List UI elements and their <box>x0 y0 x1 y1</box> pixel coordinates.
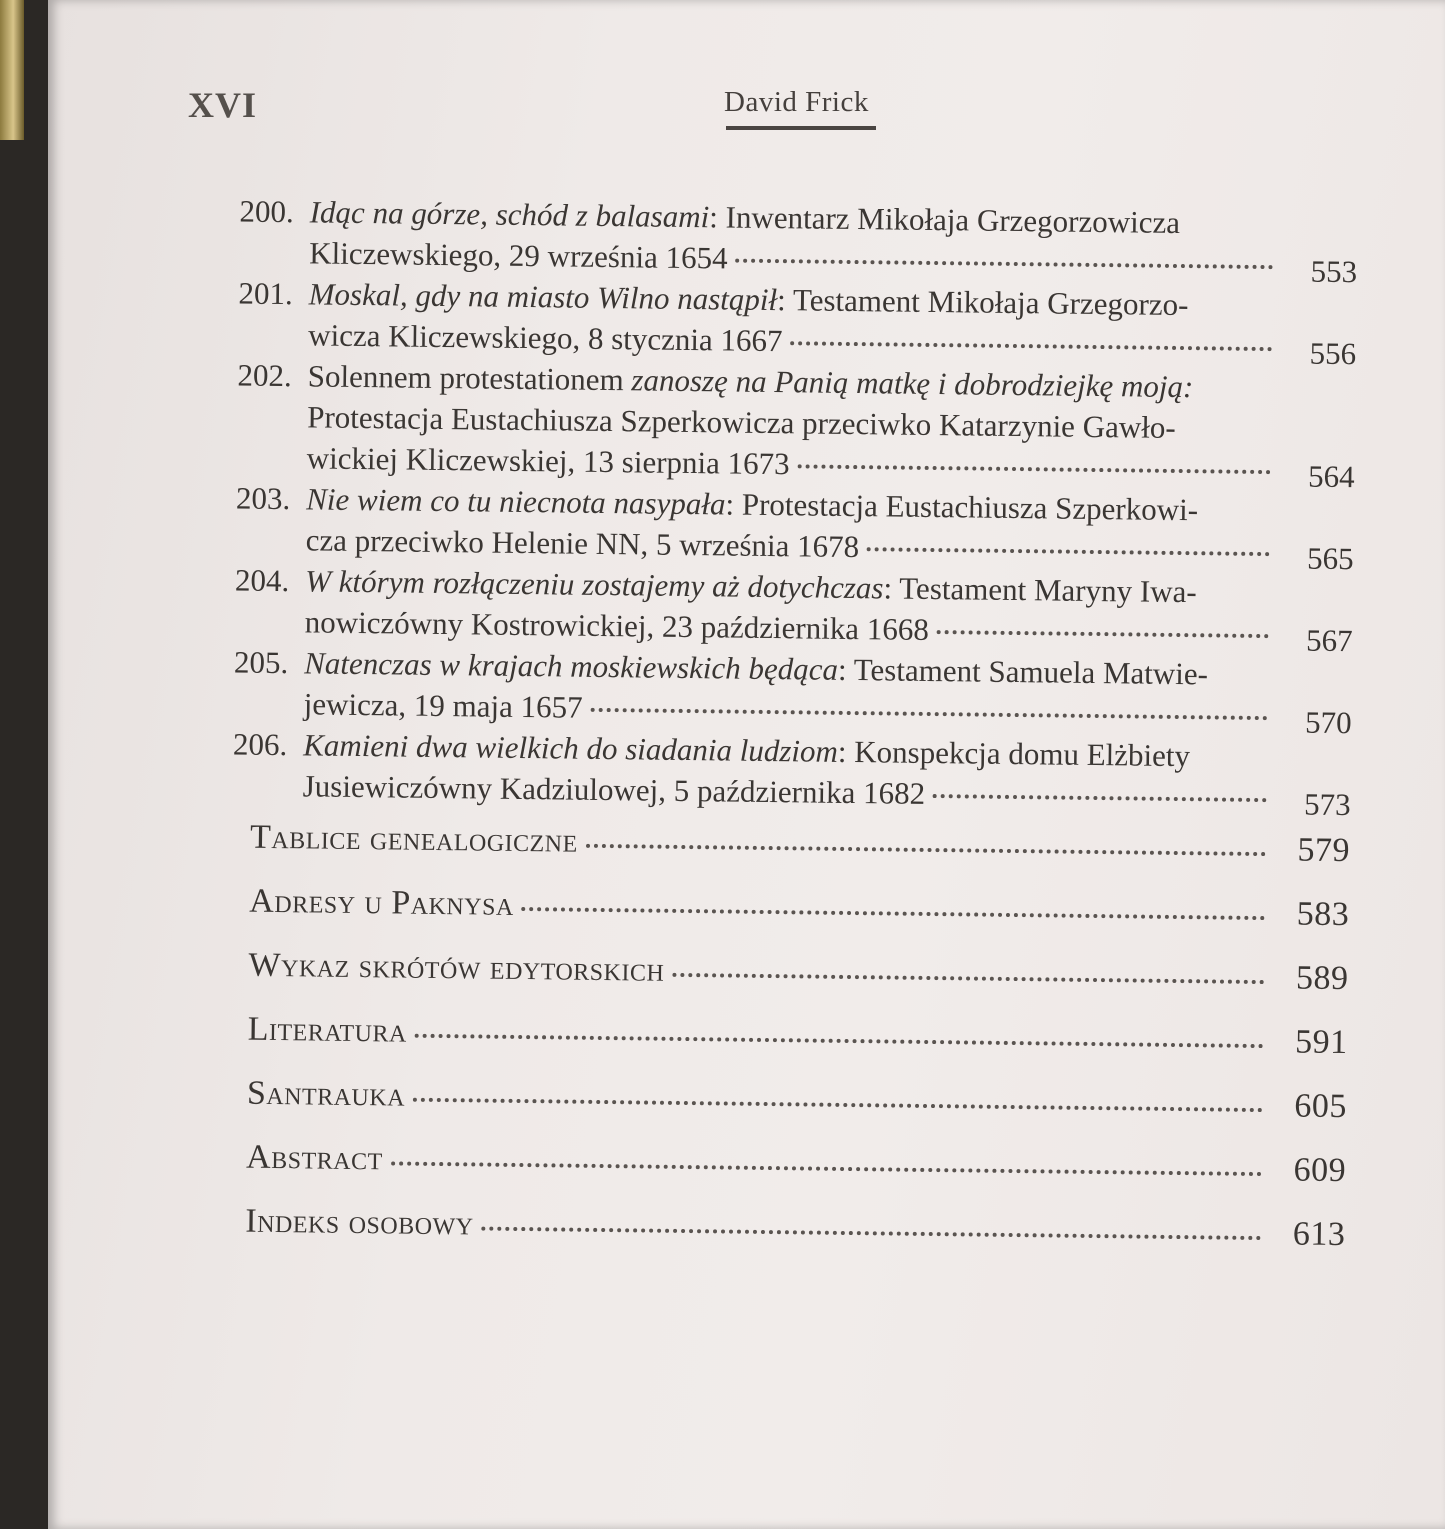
entry-description: nowiczówny Kostrowickiej, 23 października 1668 <box>304 604 930 647</box>
dot-leader <box>415 1034 1264 1048</box>
table-of-contents <box>185 190 1358 1267</box>
page-ref: 583 <box>1296 895 1350 934</box>
dot-leader <box>591 708 1268 720</box>
entry-description: Kliczewskiego, 29 września 1654 <box>309 235 728 276</box>
running-head-rule <box>726 126 876 130</box>
book-page <box>48 0 1445 1529</box>
entry-quote-title: Idąc na górze, schód z balasami <box>309 194 710 235</box>
page-ref: 567 <box>1305 622 1353 659</box>
entry-quote-title: Nie wiem co tu niecnota nasypała <box>306 481 726 522</box>
page-ref: 573 <box>1303 786 1351 823</box>
entry-quote-title: Natenczas w krajach moskiewskich będąca <box>304 645 839 687</box>
section-label: Wykaz skrótów edytorskich <box>248 946 665 989</box>
entry-description: : Testament Samuela Matwie- <box>837 651 1209 692</box>
toc-entry[interactable] <box>194 354 1355 495</box>
page-ref: 553 <box>1310 253 1358 290</box>
toc-entry[interactable] <box>191 641 1352 741</box>
page-ref: 564 <box>1307 458 1355 495</box>
entry-description: : Testament Maryny Iwa- <box>883 570 1197 610</box>
entry-description: Jusiewiczówny Kadziulowej, 5 października 1682 <box>302 768 926 811</box>
dot-leader <box>413 1098 1263 1112</box>
dot-leader <box>933 794 1267 802</box>
entry-description: : Konspekcja domu Elżbiety <box>837 733 1191 774</box>
entry-description: wicza Kliczewskiego, 8 stycznia 1667 <box>308 317 783 359</box>
entry-description: : Protestacja Eustachiusza Szperkowi- <box>725 486 1199 528</box>
section-label: Santrauka <box>246 1074 406 1114</box>
running-head: David Frick <box>724 86 869 118</box>
dot-leader <box>798 464 1271 474</box>
toc-entry[interactable] <box>190 723 1351 823</box>
page-ref: 579 <box>1297 831 1351 870</box>
entry-quote-title: W którym rozłączeniu zostajemy aż dotychczas <box>305 563 884 606</box>
dot-leader <box>586 844 1266 856</box>
entry-number: 201. <box>238 275 293 312</box>
section-label: Adresy u Paknysa <box>249 882 515 923</box>
page-ref: 605 <box>1294 1087 1348 1126</box>
entry-quote-title: zanoszę na Panią matkę i dobrodziejkę moją: <box>631 362 1194 405</box>
toc-section-wykaz-skrotow[interactable] <box>248 934 1349 1011</box>
entry-number: 203. <box>235 480 291 517</box>
dot-leader <box>672 973 1264 984</box>
entry-number: 205. <box>233 644 289 681</box>
page-ref: 570 <box>1304 704 1352 741</box>
section-label: Indeks osobowy <box>245 1202 474 1243</box>
page-ref: 589 <box>1295 959 1349 998</box>
page-ref: 609 <box>1293 1151 1347 1190</box>
toc-entry[interactable] <box>193 477 1354 577</box>
page-number: XVI <box>188 85 258 125</box>
entry-description: : Inwentarz Mikołaja Grzegorzowicza <box>709 199 1181 240</box>
page-ref: 613 <box>1292 1215 1346 1254</box>
entry-description: cza przeciwko Helenie NN, 5 września 1678 <box>305 522 860 565</box>
entry-description: Protestacja Eustachiusza Szperkowicza przeciwko Katarzynie Gawło- <box>307 399 1176 445</box>
section-label: Tablice genealogiczne <box>249 818 579 860</box>
entry-number: 204. <box>234 562 290 599</box>
dot-leader <box>391 1161 1262 1176</box>
toc-entry[interactable] <box>192 559 1353 659</box>
entry-quote-title: Kamieni dwa wielkich do siadania ludziom <box>303 727 839 769</box>
entry-number: 202. <box>237 357 292 394</box>
entry-description: wickiej Kliczewskiej, 13 sierpnia 1673 <box>306 440 790 482</box>
dot-leader <box>736 259 1274 270</box>
dot-leader <box>790 341 1272 351</box>
page-ref: 591 <box>1294 1023 1348 1062</box>
toc-section-indeks-osobowy[interactable] <box>245 1190 1346 1267</box>
toc-entry[interactable] <box>196 272 1357 372</box>
entry-description: jewicza, 19 maja 1657 <box>303 686 583 725</box>
dot-leader <box>867 547 1270 556</box>
dot-leader <box>937 630 1269 638</box>
page-ref: 556 <box>1309 335 1357 372</box>
page-ref: 565 <box>1306 540 1354 577</box>
entry-quote-title: Moskal, gdy na miasto Wilno nastąpił <box>308 276 778 318</box>
entry-description: : Testament Mikołaja Grzegorzo- <box>776 282 1189 323</box>
entry-description: Solennem protestationem <box>307 358 624 398</box>
book-gilt-edge <box>0 0 24 140</box>
section-label: Literatura <box>247 1010 408 1050</box>
entry-number: 206. <box>232 726 288 763</box>
dot-leader <box>522 907 1266 920</box>
entry-number: 200. <box>239 193 294 230</box>
dot-leader <box>481 1227 1261 1241</box>
toc-entry[interactable] <box>197 190 1358 290</box>
section-label: Abstract <box>245 1138 383 1178</box>
